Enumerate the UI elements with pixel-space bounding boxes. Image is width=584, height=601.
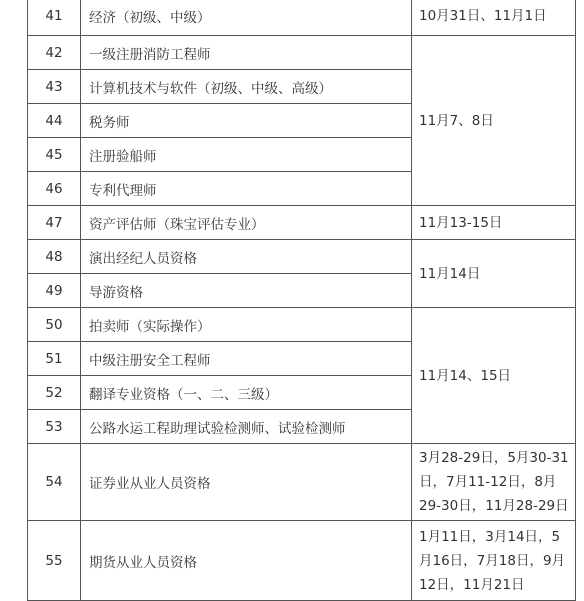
exam-date: 11月7、8日	[412, 36, 576, 206]
table-row	[28, 308, 576, 342]
table-row	[28, 206, 576, 240]
exam-name: 公路水运工程助理试验检测师、试验检测师	[81, 410, 412, 444]
row-number: 45	[28, 138, 81, 172]
exam-name: 中级注册安全工程师	[81, 342, 412, 376]
row-number: 55	[28, 521, 81, 601]
exam-date: 3月28-29日，5月30-31日，7月11-12日，8月29-30日，11月28-29日	[412, 444, 576, 521]
exam-name: 演出经纪人员资格	[81, 240, 412, 274]
row-number: 50	[28, 308, 81, 342]
exam-name: 资产评估师（珠宝评估专业）	[81, 206, 412, 240]
exam-date: 1月11日，3月14日，5月16日，7月18日，9月12日，11月21日	[412, 521, 576, 601]
row-number: 48	[28, 240, 81, 274]
exam-schedule-table	[27, 0, 576, 601]
row-number: 53	[28, 410, 81, 444]
exam-date: 11月14日	[412, 240, 576, 308]
exam-date: 11月13-15日	[412, 206, 576, 240]
row-number: 43	[28, 70, 81, 104]
exam-name: 专利代理师	[81, 172, 412, 206]
row-number: 41	[28, 0, 81, 36]
row-number: 52	[28, 376, 81, 410]
row-number: 44	[28, 104, 81, 138]
exam-name: 税务师	[81, 104, 412, 138]
row-number: 51	[28, 342, 81, 376]
row-number: 46	[28, 172, 81, 206]
table-row	[28, 0, 576, 36]
exam-name: 一级注册消防工程师	[81, 36, 412, 70]
table-row	[28, 444, 576, 521]
exam-date: 10月31日、11月1日	[412, 0, 576, 36]
table-row	[28, 36, 576, 70]
exam-name: 期货从业人员资格	[81, 521, 412, 601]
row-number: 42	[28, 36, 81, 70]
table-row	[28, 240, 576, 274]
exam-name: 经济（初级、中级）	[81, 0, 412, 36]
table-row	[28, 521, 576, 601]
row-number: 54	[28, 444, 81, 521]
exam-name: 拍卖师（实际操作）	[81, 308, 412, 342]
row-number: 49	[28, 274, 81, 308]
exam-name: 计算机技术与软件（初级、中级、高级）	[81, 70, 412, 104]
row-number: 47	[28, 206, 81, 240]
exam-date: 11月14、15日	[412, 308, 576, 444]
exam-name: 注册验船师	[81, 138, 412, 172]
exam-name: 翻译专业资格（一、二、三级）	[81, 376, 412, 410]
exam-name: 证券业从业人员资格	[81, 444, 412, 521]
exam-name: 导游资格	[81, 274, 412, 308]
